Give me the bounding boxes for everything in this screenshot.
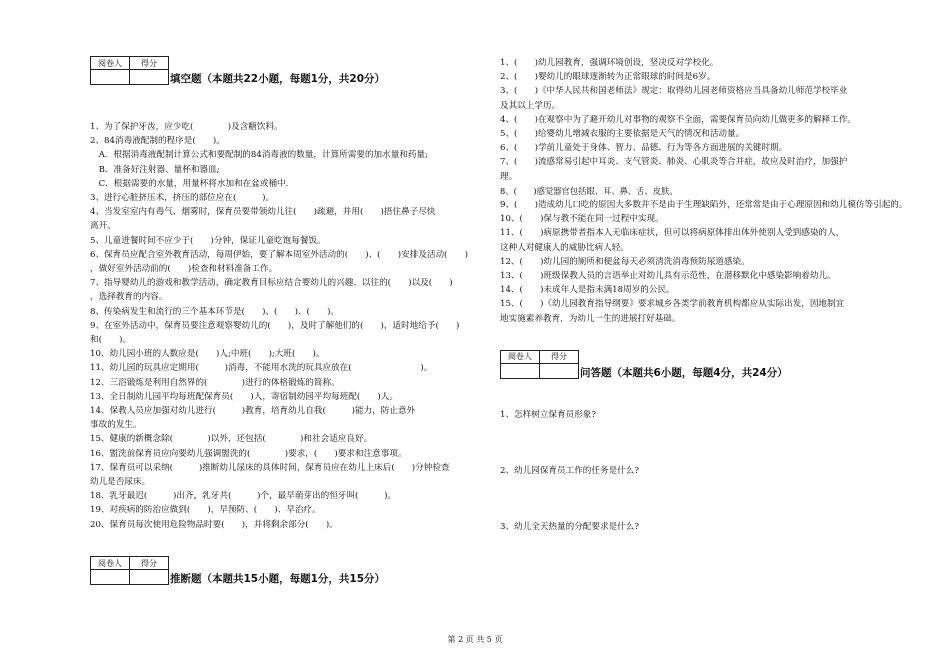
judge-section-title: 推断题（本题共15小题，每题1分，共15分）	[170, 573, 386, 585]
question-line: 和( )。	[90, 335, 132, 346]
question-line: 6、保育员应配合室外教育活动，每周伊始，要了解本周室外活动的( )、( )安排及活动( )	[90, 249, 468, 260]
question-line: 9、在室外活动中，保育员要注意观察婴幼儿的( )，及时了解他们的( )，适时地给予( )	[90, 320, 460, 331]
fill-questions	[90, 120, 490, 532]
question-line: 20、保育员每次使用危险物品时要( )，并将剩余部分( )。	[90, 519, 338, 530]
question-line: 1、为了保护牙齿，应少吃( )及含糖饮料。	[90, 122, 283, 132]
score-box-fill	[90, 56, 169, 85]
score-cell[interactable]	[130, 70, 169, 85]
judge-line: 2、( )婴幼儿的眼球逐渐转为正常眼球的时间是6岁。	[500, 72, 716, 83]
reviewer-cell[interactable]	[501, 363, 540, 378]
judge-header	[90, 556, 385, 586]
score-label: 得分	[130, 557, 169, 570]
question-line: 17、保育员可以采纳( )推断幼儿尿床的具体时间，保育员应在幼儿上床后( )分钟检查	[90, 462, 450, 473]
qa-question: 3、幼儿全天热量的分配要求是什么?	[500, 522, 639, 533]
judge-line: 3、( )《中华人民共和国老师法》规定：取得幼儿园老师资格应当具备幼儿师范学校毕业	[500, 86, 848, 97]
fill-section-title: 填空题（本题共22小题，每题1分，共20分）	[170, 73, 386, 85]
question-line: 7、指导婴幼儿的游戏和教学活动，确定教育目标应结合婴幼儿的兴趣、以往的( )以及( )	[90, 278, 453, 289]
qa-header	[500, 350, 900, 380]
score-cell[interactable]	[130, 570, 169, 585]
reviewer-label: 阅卷人	[91, 557, 130, 570]
question-line: 5、儿童进餐时间不应少于( )分钟，保证儿童吃饱每餐饭。	[90, 235, 326, 246]
question-line: 事故的发生。	[90, 420, 142, 431]
judge-line: 12、( )幼儿园的厕所和便盆每天必须清洗消毒预防尿道感染。	[500, 256, 750, 267]
judge-line: 14、( )未成年人是指未满18周岁的公民。	[500, 285, 675, 296]
question-line: 3、进行心脏挤压术，挤压的部位应在( )。	[90, 193, 275, 204]
page-footer: 第 2 页 共 5 页	[447, 635, 503, 644]
reviewer-cell[interactable]	[91, 570, 130, 585]
question-line: ，做好室外活动前的( )检查和材料准备工作。	[90, 264, 278, 275]
qa-section-title: 问答题（本题共6小题，每题4分，共24分）	[580, 366, 788, 379]
question-line: B．准备好注射器、量杯和器皿;	[90, 164, 220, 175]
qa-question: 1、怎样树立保育员形象?	[500, 409, 597, 420]
judge-line: 4、( )在观察中为了避开幼儿对事物的观察不全面，需要保育员向幼儿做更多的解释工作。	[500, 114, 856, 125]
question-line: A．根据消毒液配制计算公式和要配制的84消毒液的数量，计算所需要的加水量和药量;	[90, 150, 429, 161]
score-box-judge	[90, 556, 169, 585]
judge-line: 6、( )学前儿童处于身体、智力、品德、行为等各方面进展的关键时期。	[500, 143, 788, 154]
question-line: 12、三浴锻炼是利用自然界的( )进行的体格锻炼的简称。	[90, 377, 340, 388]
question-line: 18、乳牙最迟( )出齐，乳牙共( )个，最早萌芽出的恒牙叫( )。	[90, 491, 397, 502]
score-box-qa	[500, 350, 579, 379]
question-line: C．根据需要的水量，用量杯将水加和在盆或桶中.	[90, 178, 289, 189]
judge-line: 地实施素养教育，为幼儿一生的进展打好基础。	[500, 313, 681, 324]
judge-line: 及其以上学历。	[500, 100, 561, 111]
judge-questions	[500, 56, 908, 326]
question-line: 4、当发室室内有毒气、烟雾时，保育员要带领幼儿往( )疏避，并用( )捂住鼻子尽快	[90, 207, 436, 218]
judge-line: 10、( )保与教不能在同一过程中实现。	[500, 214, 664, 225]
judge-line: 9、( )造成幼儿口吃的原因大多数并不是由于生理缺陷外，还常常是由于心理原因和幼儿模仿等引起的。	[500, 200, 908, 211]
score-cell[interactable]	[540, 363, 579, 378]
score-label: 得分	[130, 57, 169, 70]
right-column	[500, 56, 908, 534]
question-line: 幼儿是否尿床。	[90, 477, 151, 488]
reviewer-cell[interactable]	[91, 70, 130, 85]
reviewer-label: 阅卷人	[91, 57, 130, 70]
question-line: ，选择教育的内容。	[90, 292, 168, 303]
question-line: 离开。	[90, 221, 116, 232]
judge-line: 5、( )给婴幼儿增减衣服的主要依据是天气的情况和活动量。	[500, 129, 745, 140]
judge-line: 13、( )班级保教人员的言语举止对幼儿具有示范性，在潜移默化中感染影响着幼儿。	[500, 271, 836, 282]
judge-line: 8、( )感觉器官包括眼、耳、鼻、舌、皮肤。	[500, 185, 678, 196]
question-line: 16、盥洗前保育员应向要幼儿强调盥洗的( )要求，( )要求和注意事项。	[90, 448, 407, 459]
question-line: 15、健康的新概念除( )以外，还包括( )和社会适应良好。	[90, 434, 373, 445]
judge-line: 7、( )流感常易引起中耳炎、支气管炎、肺炎、心肌炎等合并症，故应及时治疗，加强护	[500, 157, 848, 168]
judge-line: 理。	[500, 171, 518, 182]
qa-question: 2、幼儿园保育员工作的任务是什么?	[500, 466, 639, 477]
question-line: 19、对疾病的防治应做到( )，早预防、( )、早治疗。	[90, 505, 321, 516]
question-line: 11、幼儿园的玩具应定期用( )消毒，不能用水洗的玩具应放在( )。	[90, 363, 433, 374]
left-column	[90, 56, 490, 585]
question-line: 10、幼儿园小班的人数应是( )人;中班( );大班( )。	[90, 349, 325, 360]
reviewer-label: 阅卷人	[501, 350, 540, 363]
question-line: 8、传染病发生和流行的三个基本环节是( )、( )、( )。	[90, 306, 340, 317]
judge-line: 15、( )《幼儿园教育指导纲要》要求城乡各类学前教育机构都应从实际出发，因地制宜	[500, 299, 845, 310]
score-label: 得分	[540, 350, 579, 363]
judge-line: 1、( )幼儿园教育，强调环境创设，坚决反对学校化。	[500, 58, 719, 68]
judge-line: 这种人对健康人的威胁比病人轻。	[500, 242, 629, 253]
question-line: 13、全日制幼儿园平均每班配保育员( )人，寄宿制幼园平均每班配( )人。	[90, 391, 398, 402]
question-line: 2、84消毒液配制的程序是( )。	[90, 136, 225, 147]
question-line: 14、保教人员应加强对幼儿进行( )教育，培育幼儿自我( )能力，防止意外	[90, 406, 416, 417]
judge-line: 11、( )病原携带者指本人无临床症状，但可以将病原体排出体外使别人受到感染的人，	[500, 228, 845, 239]
